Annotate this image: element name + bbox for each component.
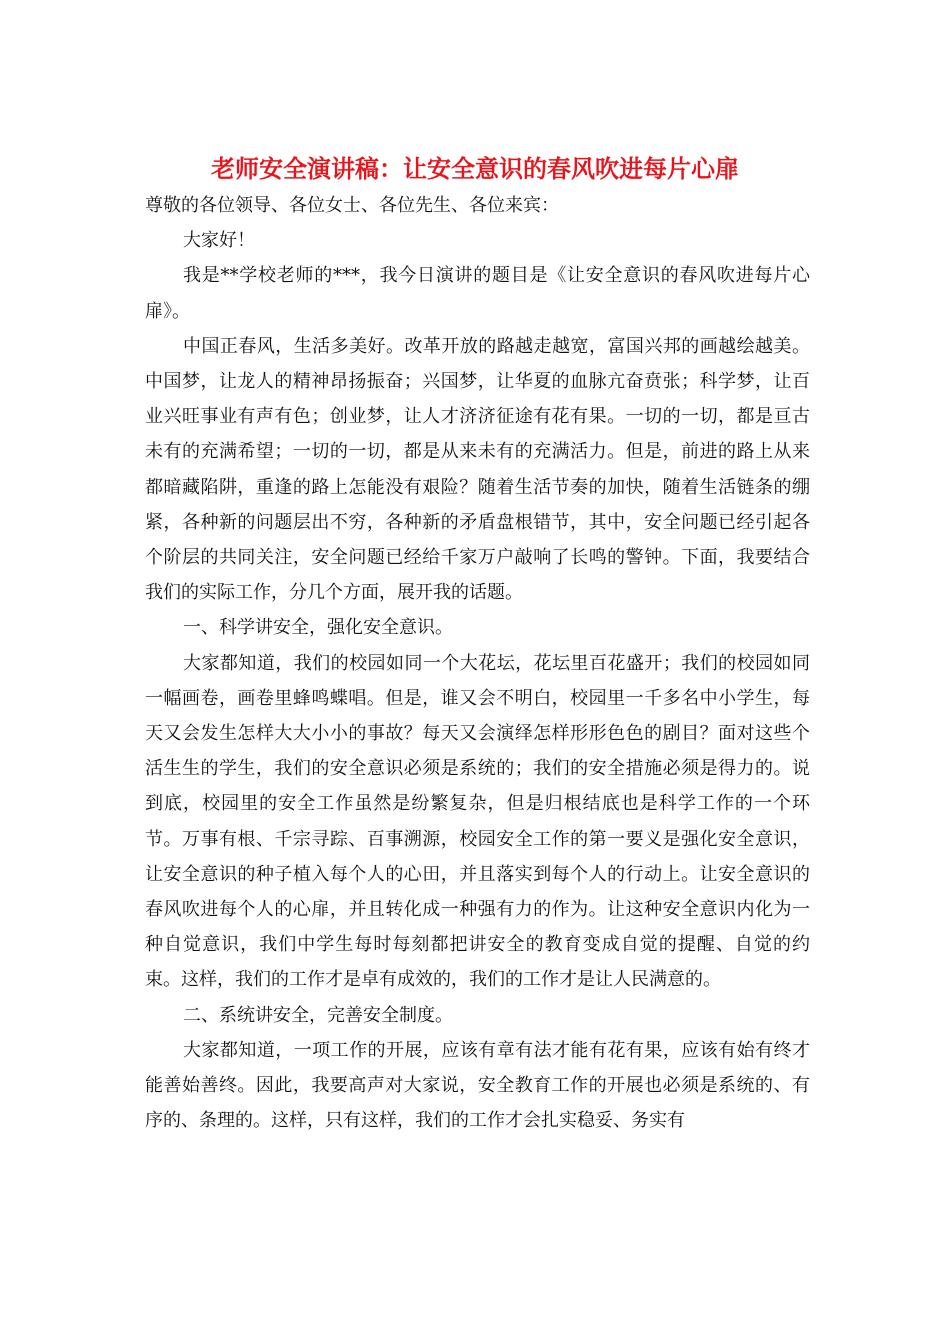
document-body xyxy=(145,188,810,1138)
section-heading-2: 二、系统讲安全，完善安全制度。 xyxy=(183,1004,453,1026)
salutation: 尊敬的各位领导、各位女士、各位先生、各位来宾： xyxy=(145,195,559,216)
document-title: 老师安全演讲稿：让安全意识的春风吹进每片心扉 xyxy=(211,154,739,183)
introduction-paragraph: 我是**学校老师的***，我今日演讲的题目是《让安全意识的春风吹进每片心扉》。 xyxy=(145,265,810,322)
section-heading-1: 一、科学讲安全，强化安全意识。 xyxy=(183,617,453,639)
greeting: 大家好！ xyxy=(183,230,255,252)
body-paragraph: 大家都知道，一项工作的开展，应该有章有法才能有花有果，应该有始有终才能善始善终。因此，我要高声对大家说，安全教育工作的开展也必须是系统的、有序的、条理的。这样，只有这样，我们的工作才会扎实稳妥、务实有 xyxy=(145,1039,810,1132)
body-paragraph: 大家都知道，我们的校园如同一个大花坛，花坛里百花盛开；我们的校园如同一幅画卷，画卷里蜂鸣蝶唱。但是，谁又会不明白，校园里一千多名中小学生，每天又会发生怎样大大小小的事故？每天又会演绎怎样形形色色的剧目？面对这些个活生生的学生，我们的安全意识必须是系统的；我们的安全措施必须是得力的。说到底，校园里的安全工作虽然是纷繁复杂，但是归根结底也是科学工作的一个环节。万事有根、千宗寻踪、百事溯源，校园安全工作的第一要义是强化安全意识，让安全意识的种子植入每个人的心田，并且落实到每个人的行动上。让安全意识的春风吹进每个人的心扉，并且转化成一种强有力的作为。让这种安全意识内化为一种自觉意识，我们中学生每时每刻都把讲安全的教育变成自觉的提醒、自觉的约束。这样，我们的工作才是卓有成效的，我们的工作才是让人民满意的。 xyxy=(145,652,810,991)
body-paragraph: 中国正春风，生活多美好。改革开放的路越走越宽，富国兴邦的画越绘越美。中国梦，让龙人的精神昂扬振奋；兴国梦，让华夏的血脉亢奋贲张；科学梦，让百业兴旺事业有声有色；创业梦，让人才济济征途有花有果。一切的一切，都是亘古未有的充满希望；一切的一切，都是从来未有的充满活力。但是，前进的路上从来都暗藏陷阱，重逢的路上怎能没有艰险？随着生活节奏的加快，随着生活链条的绷紧，各种新的问题层出不穷，各种新的矛盾盘根错节，其中，安全问题已经引起各个阶层的共同关注，安全问题已经给千家万户敲响了长鸣的警钟。下面，我要结合我们的实际工作，分几个方面，展开我的话题。 xyxy=(145,335,810,604)
